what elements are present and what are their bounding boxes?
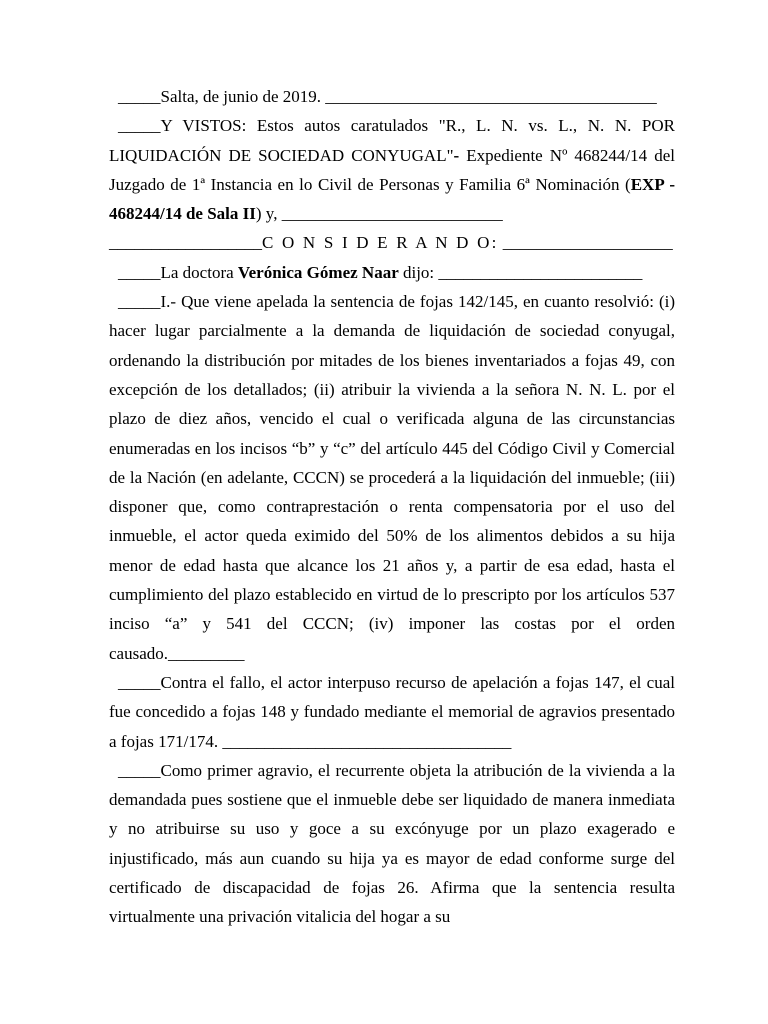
vistos-dash: - <box>453 145 460 165</box>
considerando-fill-left: __________________ <box>109 233 262 253</box>
date-line: _____Salta, de junio de 2019. _______________________________________ <box>118 87 657 106</box>
considerando-heading <box>109 228 675 257</box>
considerando-label: C O N S I D E R A N D O: <box>262 233 499 253</box>
judge-dijo: dijo: ________________________ <box>398 262 643 282</box>
judge-paragraph <box>109 258 675 287</box>
vistos-expediente-text: Expediente Nº 468244/14 del Juzgado de 1ª Instancia en lo Civil de Personas y Familia 6ª Nominación ( <box>109 145 675 194</box>
section-i-paragraph: _____I.- Que viene apelada la sentencia de fojas 142/145, en cuanto resolvió: (i) hacer lugar parcialmente a la demanda de liquidación de sociedad conyugal, ordenando la distribución por mitades de los bienes inventariados a fojas 49, con excepción de los detallados; (ii) atribuir la vivienda a la señora N. N. L. por el plazo de diez años, vencido el cual o verificada alguna de las circunstancias enumeradas en los incisos “b” y “c” del artículo 445 del Código Civil y Comercial de la Nación (en adelante, CCCN) se procederá a la liquidación del inmueble; (iii) disponer que, como contraprestación o renta compensatoria por el uso del inmueble, el actor queda eximido del 50% de los alimentos debidos a su hija menor de edad hasta que alcance los 21 años y, a partir de esa edad, hasta el cumplimiento del plazo establecido en virtud de lo prescripto por los artículos 537 inciso “a” y 541 del CCCN; (iv) imponer las costas por el orden causado._________ <box>109 292 675 663</box>
vistos-closing: ) y, __________________________ <box>255 204 503 224</box>
document-page <box>109 82 675 932</box>
first-grievance-paragraph: _____Como primer agravio, el recurrente objeta la atribución de la vivienda a la demandada pues sostiene que el inmueble debe ser liquidado de manera inmediata y no atribuirse su uso y goce a su excónyuge por un plazo exagerado e injustificado, más aun cuando su hija ya es mayor de edad conforme surge del certificado de discapacidad de fojas 26. Afirma que la sentencia resulta virtualmente una privación vitalicia del hogar a su <box>109 760 675 927</box>
judge-name: Verónica Gómez Naar <box>237 262 399 282</box>
vistos-paragraph <box>109 111 675 228</box>
date-paragraph <box>109 82 675 111</box>
exp-reference: EXP - 468244/14 de Sala II <box>109 174 675 224</box>
appeal-paragraph: _____Contra el fallo, el actor interpuso recurso de apelación a fojas 147, el cual fue concedido a fojas 148 y fundado mediante el memorial de agravios presentado a fojas 171/174. __________________________________ <box>109 672 675 751</box>
considerando-fill-right: ____________________ <box>498 233 673 253</box>
vistos-text: _____Y VISTOS: Estos autos caratulados "R., L. N. vs. L., N. N. POR LIQUIDACIÓN DE SOCIEDAD CONYUGAL" <box>109 116 675 165</box>
judge-intro: _____La doctora <box>118 262 238 282</box>
